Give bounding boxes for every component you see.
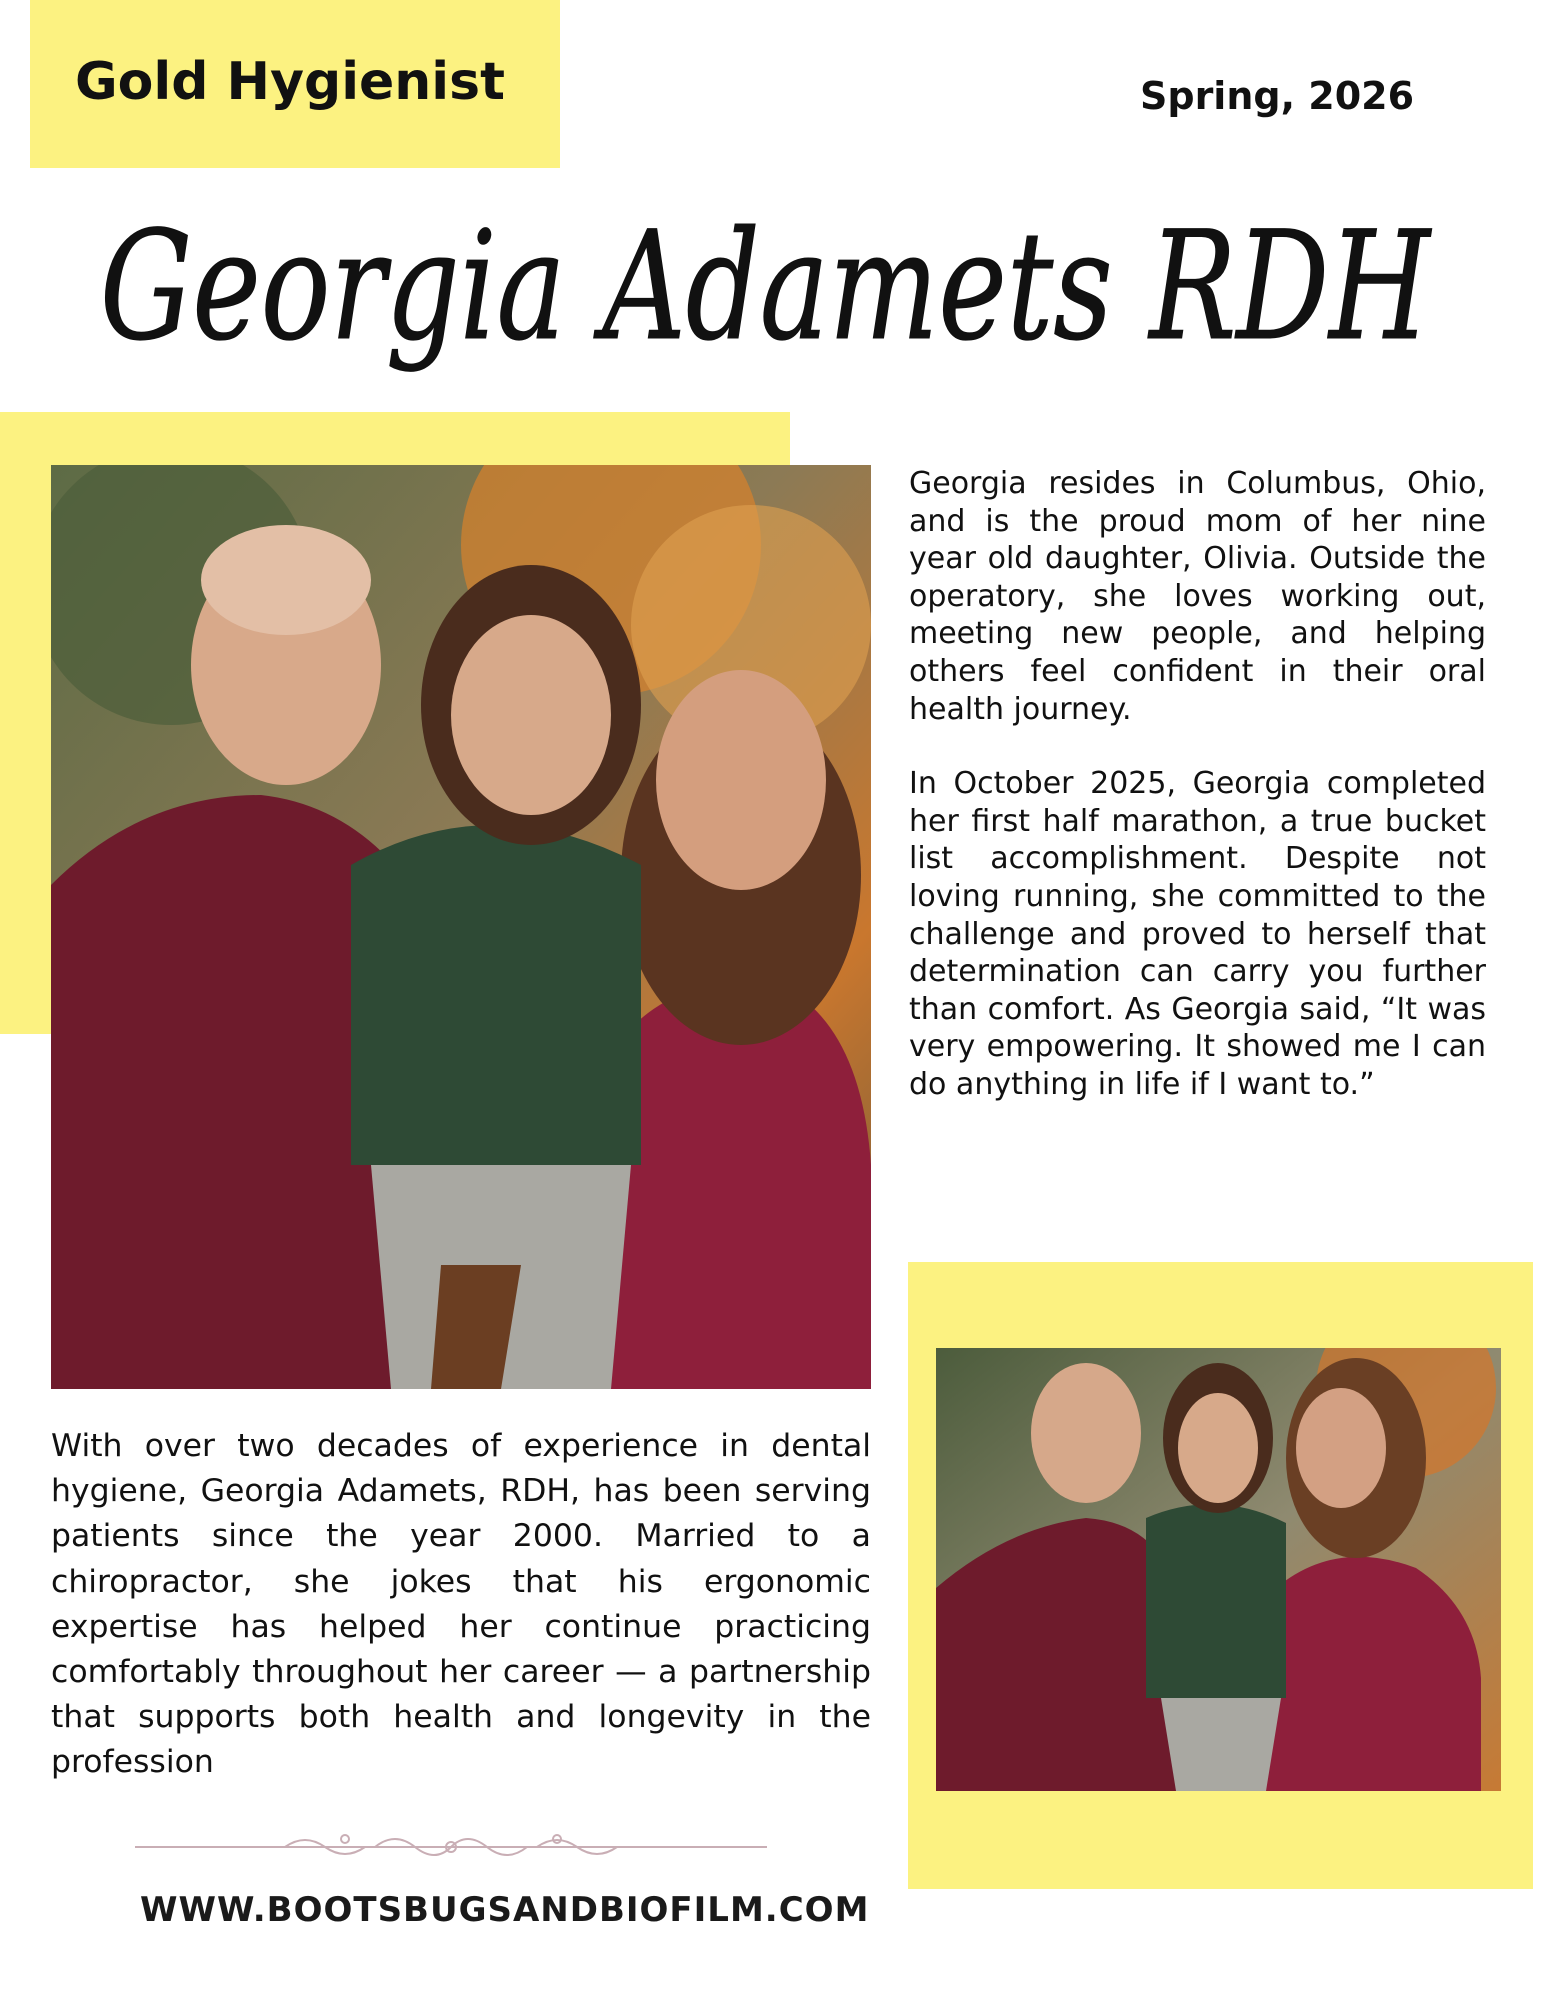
paragraph-marathon: In October 2025, Georgia completed her first half marathon, a true bucket list accomplishment. Despite not loving running, she committed to the challenge and proved to herself that determination can carry you further than comfort. As Georgia said, “It was very empowering. It showed me I can do anything in life if I want to.” [909, 766, 1486, 1102]
story-column-right [909, 465, 1486, 1104]
story-column-bottom [51, 1424, 871, 1786]
paragraph-career: With over two decades of experience in dental hygiene, Georgia Adamets, RDH, has been serving patients since the year 2000. Married to a chiropractor, she jokes that his ergonomic expertise has helped her continue practicing comfortably throughout her career — a partnership that supports both health and longevity in the profession [51, 1428, 871, 1781]
issue-date: Spring, 2026 [1140, 74, 1415, 118]
paragraph-family: Georgia resides in Columbus, Ohio, and is the proud mom of her nine year old daughter, Olivia. Outside the operatory, she loves working out, meeting new people, and helping others feel confident in their oral health journey. [909, 466, 1486, 727]
family-photo-kiss [936, 1348, 1501, 1791]
ornamental-divider [135, 1825, 767, 1865]
profile-name-title [100, 188, 1440, 428]
badge-label: Gold Hygienist [75, 52, 505, 112]
website-link[interactable]: WWW.BOOTSBUGSANDBIOFILM.COM [140, 1890, 870, 1930]
profile-name: Georgia Adamets RDH [100, 200, 1433, 374]
family-photo-main [51, 465, 871, 1389]
